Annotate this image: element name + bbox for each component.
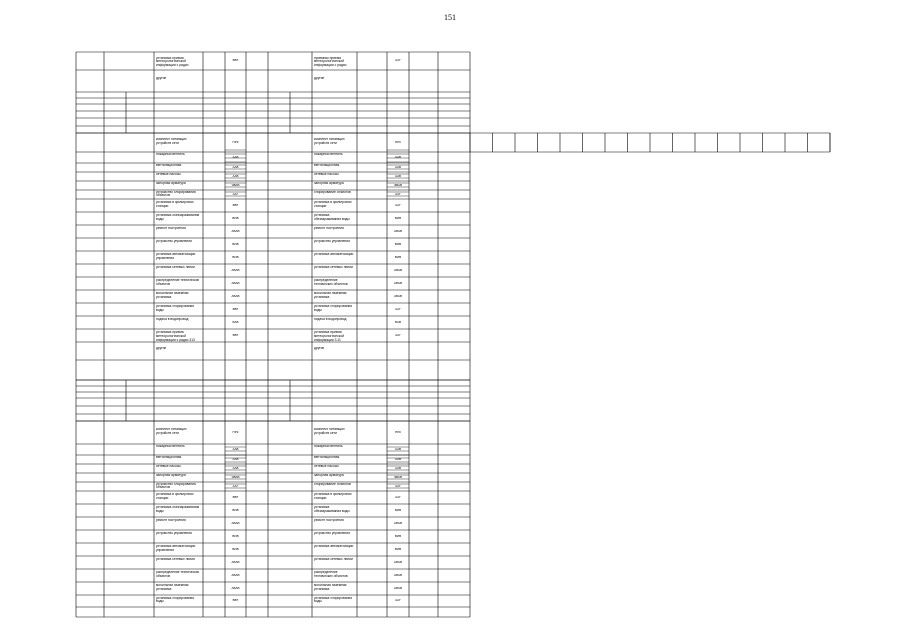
- left-item-code: ААВ: [232, 155, 239, 159]
- right-item-label: установка хлорирования воды: [314, 596, 353, 604]
- left-item-code: АВАВ: [231, 229, 240, 233]
- right-item-label: установка обеззараживания воды: [314, 506, 350, 513]
- right-item-label: комплект питающих устройств сети: [314, 138, 345, 145]
- right-item-code: [388, 349, 408, 353]
- left-item-label: установка сетевых линий: [156, 558, 195, 561]
- right-item-label: устройство управления: [314, 240, 350, 243]
- right-item-code: АВАВ: [394, 560, 402, 564]
- left-item-code: ВИВ: [232, 534, 239, 538]
- left-item-label: распределение технических объектов: [156, 571, 200, 578]
- left-item-label: вентиляционная: [156, 455, 182, 459]
- right-item-label: хлорирование объектов: [314, 190, 351, 194]
- left-item-code: АВАВ: [231, 560, 240, 564]
- right-item-code: ААГ: [395, 599, 401, 602]
- right-item-code: ААГ: [395, 203, 401, 207]
- left-item-label: запорная арматура: [156, 181, 186, 185]
- right-item-code: ААГ: [395, 495, 401, 499]
- right-item-code: ЭВАВ: [393, 183, 403, 187]
- left-item-code: АВАВ: [231, 281, 240, 285]
- left-item-code: [226, 79, 245, 83]
- left-item-label: установка приема метеорологической информации с радио: [156, 56, 189, 68]
- left-item-label: установка приема метеорологической информации с радио 313: [156, 331, 195, 342]
- left-item-label: вентиляционная: [156, 163, 182, 167]
- left-item-code: АВАВ: [231, 294, 240, 298]
- right-item-label: устройство управления: [314, 532, 350, 535]
- left-item-label: комплект питающих устройств сети: [156, 428, 187, 435]
- right-item-label: приемник приема метеорологической информации с радио: [314, 56, 347, 68]
- right-item-code: ПРК: [395, 430, 401, 434]
- left-item-code: АВАВ: [231, 573, 240, 577]
- right-item-code: АВАВ: [394, 229, 402, 233]
- right-item-label: установка обеззараживания воды: [314, 214, 350, 221]
- left-item-label: установка в фильтровой станции: [156, 201, 194, 208]
- left-item-label: комплект питающих устройств сети: [156, 138, 187, 145]
- left-item-label: ремонт построения: [156, 227, 186, 230]
- left-item-code: ААВ: [232, 457, 239, 461]
- right-item-label: ремонт построения: [314, 519, 344, 522]
- right-item-code: ВИВ: [394, 242, 402, 246]
- right-item-code: [388, 79, 408, 83]
- right-item-code: ААВ: [394, 457, 401, 461]
- right-item-label: распределение технических объектов: [314, 571, 348, 578]
- left-item-label: сетевые насосы: [156, 464, 181, 468]
- left-item-code: [226, 349, 245, 353]
- right-item-label: ремонт построения: [314, 227, 344, 230]
- right-item-label: установка автоматизации: [314, 253, 354, 256]
- right-item-code: ААВ: [394, 155, 401, 159]
- left-item-code: ААВ: [232, 174, 239, 178]
- left-item-label: установка хлорирования воды: [156, 305, 195, 312]
- right-item-label: пожарный вентиль: [314, 153, 343, 156]
- left-item-code: ВВТ: [232, 495, 239, 499]
- left-item-code: АВАВ: [231, 268, 240, 272]
- left-item-label: распределение технических объектов: [156, 279, 200, 286]
- left-item-code: ААВ: [232, 466, 239, 470]
- right-item-code: ААГ: [395, 484, 401, 488]
- left-item-code: ПРК: [232, 140, 239, 144]
- right-item-code: ВИВ: [394, 255, 402, 259]
- left-item-code: ВВТ: [232, 307, 239, 311]
- right-item-label: установка в фильтровой станции: [314, 201, 352, 208]
- left-item-code: ВИВ: [232, 547, 239, 551]
- left-item-code: ААВ: [232, 447, 239, 451]
- right-item-label: распределение технических объектов: [314, 279, 348, 286]
- right-item-label: сетевые насосы: [314, 464, 339, 468]
- right-item-label: хлорирование объектов: [314, 482, 351, 486]
- right-item-label: установка хлорирования воды: [314, 305, 353, 312]
- right-item-code: ВИВ: [394, 547, 402, 551]
- left-item-label: установка автоматизации управления: [156, 253, 196, 260]
- left-item-label: установка обеззараживания воды: [156, 506, 200, 513]
- left-item-code: ЭВАВ: [231, 183, 240, 187]
- left-item-label: установка обеззараживания воды: [156, 214, 200, 221]
- left-item-code: АВАВ: [231, 586, 240, 590]
- left-item-code: ВИВ: [232, 216, 239, 220]
- right-item-label: мобильная наземная установка: [314, 584, 347, 591]
- left-item-label: установка в фильтровой станции: [156, 493, 194, 500]
- right-item-label: установка в фильтровой станции: [314, 493, 352, 500]
- right-item-label: другие: [314, 76, 325, 80]
- left-item-code: ВВТ: [232, 599, 239, 602]
- right-item-label: другие: [314, 346, 325, 350]
- right-item-code: ААВ: [394, 174, 401, 178]
- left-item-code: ААГ: [232, 192, 239, 196]
- right-item-code: АВАВ: [394, 521, 402, 525]
- left-item-label: мобильная наземная установка: [156, 292, 189, 299]
- left-item-code: ВИВ: [232, 508, 239, 512]
- right-item-code: АВАВ: [394, 268, 402, 272]
- right-item-code: ААГ: [395, 192, 401, 196]
- right-item-code: АВАВ: [394, 294, 402, 298]
- left-item-code: ААГ: [232, 484, 239, 488]
- left-item-label: пожарный вентиль: [156, 153, 185, 156]
- right-item-code: АВАВ: [394, 281, 402, 285]
- left-item-label: устройство хлорирования объектов: [156, 482, 196, 490]
- right-item-label: сетевые насосы: [314, 172, 339, 176]
- right-item-label: установка приема метеорологической информации 3.11: [314, 331, 344, 342]
- right-item-label: запорная арматура: [314, 473, 344, 477]
- left-item-code: ВВТ: [232, 203, 239, 207]
- right-item-code: ААГ: [395, 59, 401, 62]
- right-item-code: ВИВ: [394, 508, 402, 512]
- left-item-code: ВИВ: [232, 242, 239, 246]
- left-item-code: ВАВ: [232, 320, 239, 324]
- left-item-label: установка сетевых линий: [156, 266, 195, 269]
- page-number: 151: [444, 13, 456, 22]
- right-item-code: ААВ: [394, 165, 401, 169]
- left-item-label: другие: [156, 346, 167, 350]
- left-item-code: ЭВАВ: [231, 475, 240, 479]
- left-item-label: мобильная наземная установка: [156, 584, 189, 591]
- right-item-code: ВИВ: [394, 534, 402, 538]
- left-item-label: запорная арматура: [156, 473, 186, 477]
- left-item-code: ПРК: [232, 430, 239, 434]
- left-item-label: устройство хлорирования объектов: [156, 190, 196, 198]
- left-item-label: установка хлорирования воды: [156, 596, 195, 604]
- left-item-label: пожарный вентиль: [156, 445, 185, 448]
- right-item-label: запорная арматура: [314, 181, 344, 185]
- right-item-label: подача в водопровод: [314, 318, 347, 321]
- right-item-label: пожарный вентиль: [314, 445, 343, 448]
- right-item-label: установка сетевых линий: [314, 558, 353, 561]
- right-item-code: АВАВ: [394, 573, 402, 577]
- right-item-code: ВАВ: [395, 320, 401, 324]
- left-item-label: подача в водопровод: [156, 318, 189, 321]
- right-item-label: комплект питающих устройств сети: [314, 428, 345, 435]
- left-item-label: ремонт построения: [156, 519, 186, 522]
- left-item-code: АВАВ: [231, 521, 240, 525]
- left-item-code: ВВТ: [232, 59, 239, 62]
- right-item-code: ААВ: [394, 466, 401, 470]
- left-item-label: другие: [156, 76, 167, 80]
- left-item-label: устройство управления: [156, 532, 192, 535]
- right-item-code: ААВ: [394, 447, 401, 451]
- left-item-code: ВИВ: [232, 255, 239, 259]
- right-item-label: установка сетевых линий: [314, 266, 353, 269]
- left-item-code: ААВ: [232, 165, 239, 169]
- left-item-code: ВВТ: [232, 333, 239, 337]
- right-item-label: мобильная наземная установка: [314, 292, 347, 299]
- right-item-code: ААГ: [395, 307, 401, 311]
- right-item-code: ПРК: [395, 140, 401, 144]
- left-item-label: устройство управления: [156, 240, 192, 243]
- right-item-code: ААГ: [395, 333, 401, 337]
- right-item-label: вентиляционная: [314, 163, 340, 167]
- right-item-code: ЭВАВ: [393, 475, 403, 479]
- right-item-code: АВАВ: [394, 586, 402, 590]
- right-item-code: ВИВ: [394, 216, 402, 220]
- right-item-label: вентиляционная: [314, 455, 340, 459]
- left-item-label: установка автоматизации управления: [156, 545, 196, 552]
- left-item-label: сетевые насосы: [156, 172, 181, 176]
- right-item-label: установка автоматизации: [314, 545, 354, 548]
